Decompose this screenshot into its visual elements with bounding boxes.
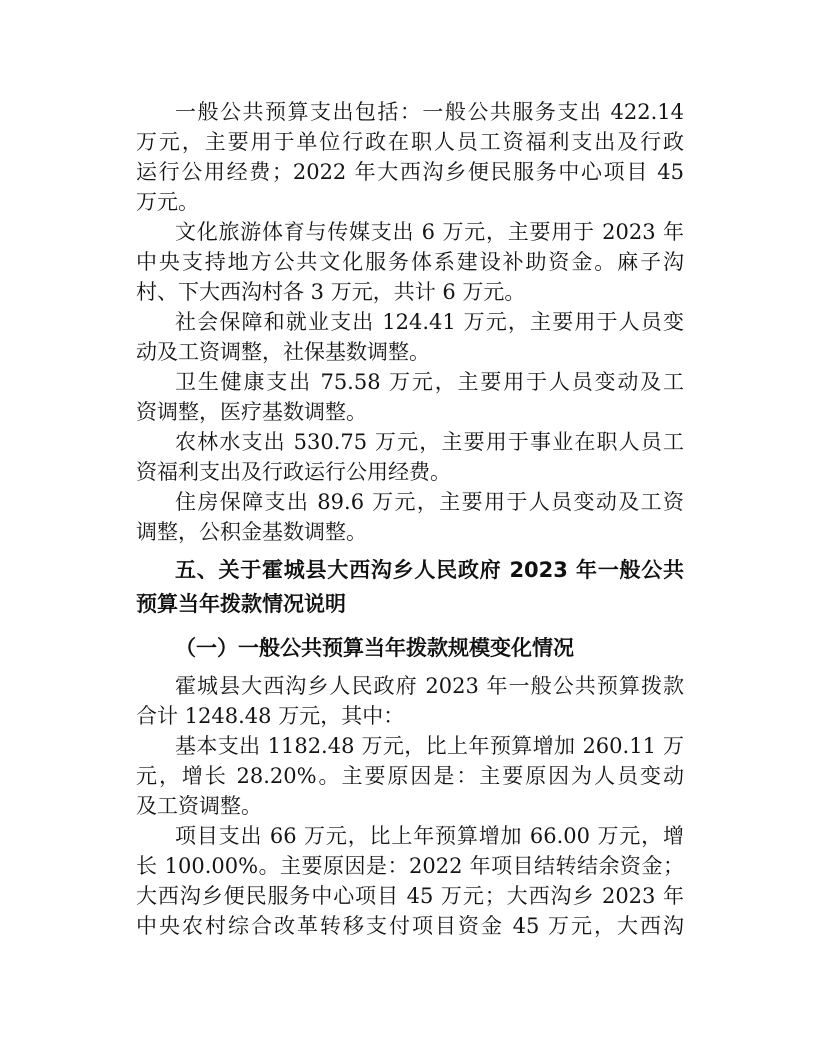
text-line: 农林水支出 530.75 万元，主要用于事业在职人员工 bbox=[175, 430, 684, 454]
text-line: 大西沟乡便民服务中心项目 45 万元；大西沟乡 2023 年 bbox=[136, 884, 684, 908]
subsection-heading bbox=[136, 631, 684, 665]
text-line: 万元。 bbox=[136, 190, 199, 214]
text-line: 一般公共预算支出包括：一般公共服务支出 422.14 bbox=[175, 100, 684, 124]
document-page bbox=[136, 97, 684, 941]
paragraph-general-public-services bbox=[136, 97, 684, 217]
section-heading bbox=[136, 553, 684, 621]
text-line: 住房保障支出 89.6 万元，主要用于人员变动及工资 bbox=[175, 490, 684, 514]
text-line: 动及工资调整，社保基数调整。 bbox=[136, 340, 430, 364]
text-line: 万元，主要用于单位行政在职人员工资福利支出及行政 bbox=[136, 130, 684, 154]
paragraph-housing bbox=[136, 487, 684, 547]
text-line: 村、下大西沟村各 3 万元，共计 6 万元。 bbox=[136, 280, 526, 304]
text-line: 社会保障和就业支出 124.41 万元，主要用于人员变 bbox=[175, 310, 684, 334]
section-heading-line: 五、关于霍城县大西沟乡人民政府 2023 年一般公共 bbox=[175, 558, 684, 582]
subsection-heading-line: （一）一般公共预算当年拨款规模变化情况 bbox=[175, 636, 574, 660]
text-line: 运行公用经费；2022 年大西沟乡便民服务中心项目 45 bbox=[136, 160, 684, 184]
text-line: 及工资调整。 bbox=[136, 794, 262, 818]
text-line: 资调整，医疗基数调整。 bbox=[136, 400, 367, 424]
text-line: 合计 1248.48 万元，其中： bbox=[136, 704, 405, 728]
text-line: 中央支持地方公共文化服务体系建设补助资金。麻子沟 bbox=[136, 250, 684, 274]
text-line: 资福利支出及行政运行公用经费。 bbox=[136, 460, 451, 484]
text-line: 中央农村综合改革转移支付项目资金 45 万元，大西沟 bbox=[136, 914, 684, 938]
paragraph-health bbox=[136, 367, 684, 427]
paragraph-agriculture bbox=[136, 427, 684, 487]
section-heading-line: 预算当年拨款情况说明 bbox=[136, 592, 346, 616]
text-line: 元，增长 28.20%。主要原因是：主要原因为人员变动 bbox=[136, 764, 684, 788]
text-line: 基本支出 1182.48 万元，比上年预算增加 260.11 万 bbox=[175, 734, 684, 758]
text-line: 长 100.00%。主要原因是：2022 年项目结转结余资金； bbox=[136, 854, 684, 878]
text-line: 调整，公积金基数调整。 bbox=[136, 520, 367, 544]
paragraph-basic-expenditure bbox=[136, 731, 684, 821]
text-line: 霍城县大西沟乡人民政府 2023 年一般公共预算拨款 bbox=[175, 674, 684, 698]
paragraph-project-expenditure bbox=[136, 821, 684, 941]
paragraph-social-security bbox=[136, 307, 684, 367]
text-line: 卫生健康支出 75.58 万元，主要用于人员变动及工 bbox=[175, 370, 684, 394]
text-line: 文化旅游体育与传媒支出 6 万元，主要用于 2023 年 bbox=[175, 220, 684, 244]
paragraph-culture-tourism bbox=[136, 217, 684, 307]
text-line: 项目支出 66 万元，比上年预算增加 66.00 万元，增 bbox=[175, 824, 684, 848]
paragraph-total-appropriation bbox=[136, 671, 684, 731]
